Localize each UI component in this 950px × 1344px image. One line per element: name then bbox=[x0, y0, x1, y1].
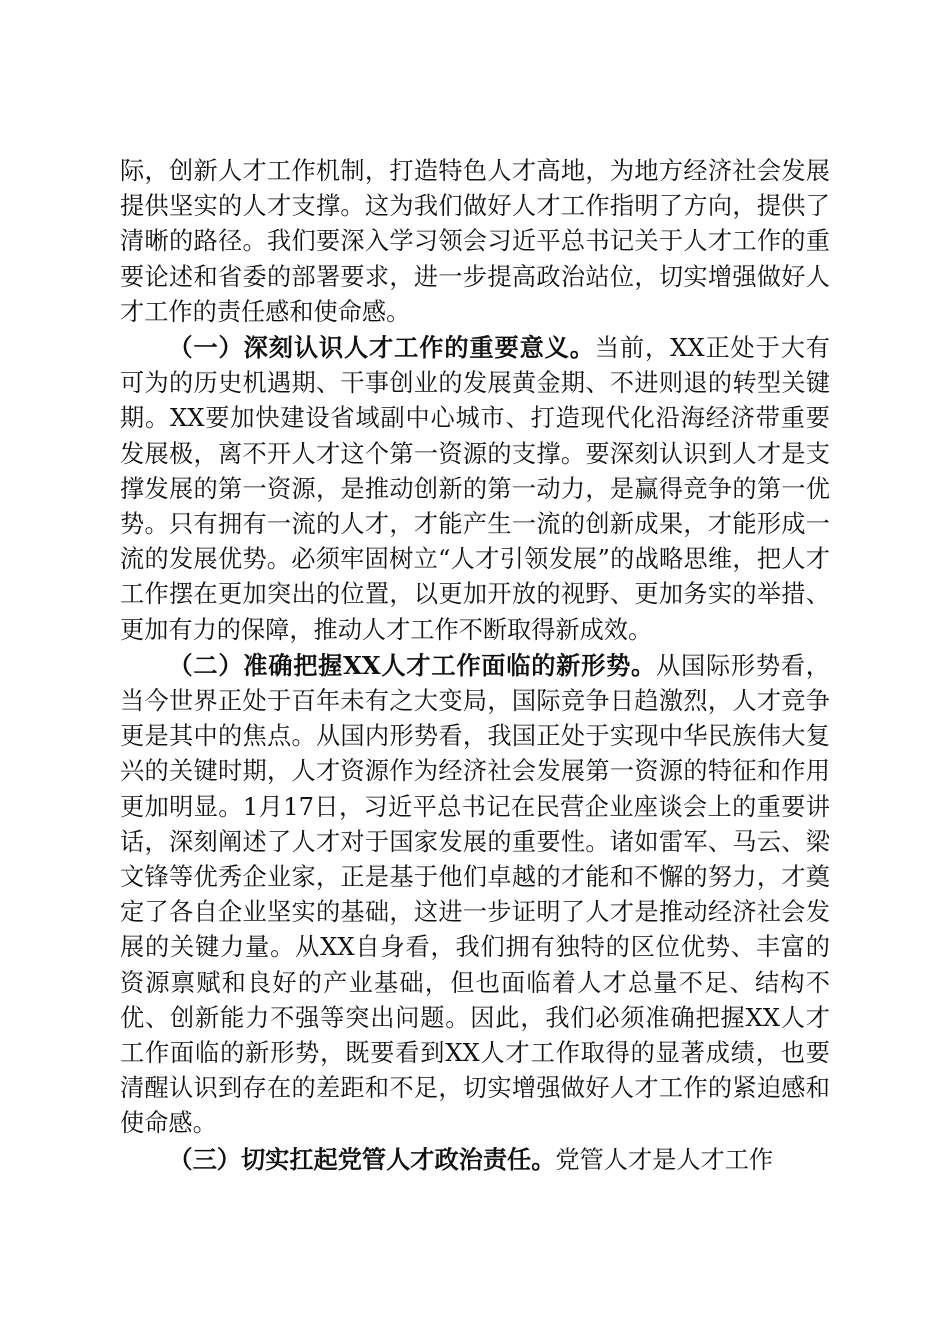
paragraph-section-3 bbox=[120, 1142, 830, 1178]
paragraph-intro bbox=[120, 154, 830, 330]
section-3-body: 党管人才是人才工作 bbox=[555, 1145, 774, 1174]
paragraph-section-1 bbox=[120, 330, 830, 648]
document-page bbox=[120, 154, 830, 1178]
section-2-body: 从国际形势看，当今世界正处于百年未有之大变局，国际竞争日趋激烈，人才竞争更是其中的焦点。从国内形势看，我国正处于实现中华民族伟大复兴的关键时期，人才资源作为经济社会发展第一资源的特征和作用更加明显。1月17日，习近平总书记在民营企业座谈会上的重要讲话，深刻阐述了人才对于国家发展的重要性。诸如雷军、马云、梁文锋等优秀企业家，正是基于他们卓越的才能和不懈的努力，才奠定了各自企业坚实的基础，这进一步证明了人才是推动经济社会发展的关键力量。从XX自身看，我们拥有独特的区位优势、丰富的资源禀赋和良好的产业基础，但也面临着人才总量不足、结构不优、创新能力不强等突出问题。因此，我们必须准确把握XX人才工作面临的新形势，既要看到XX人才工作取得的显著成绩，也要清醒认识到存在的差距和不足，切实增强做好人才工作的紧迫感和使命感。 bbox=[120, 651, 830, 1138]
section-2-heading: （二）准确把握XX人才工作面临的新形势。 bbox=[168, 650, 657, 680]
paragraph-section-2 bbox=[120, 648, 830, 1142]
section-1-body: 当前，XX正处于大有可为的历史机遇期、干事创业的发展黄金期、不进则退的转型关键期。XX要加快建设省域副中心城市、打造现代化沿海经济带重要发展极，离不开人才这个第一资源的支撑。要深刻认识到人才是支撑发展的第一资源，是推动创新的第一动力，是赢得竞争的第一优势。只有拥有一流的人才，才能产生一流的创新成果，才能形成一流的发展优势。必须牢固树立“人才引领发展”的战略思维，把人才工作摆在更加突出的位置，以更加开放的视野、更加务实的举措、更加有力的保障，推动人才工作不断取得新成效。 bbox=[120, 334, 830, 644]
section-1-heading: （一）深刻认识人才工作的重要意义。 bbox=[168, 333, 595, 363]
section-3-heading: （三）切实扛起党管人才政治责任。 bbox=[168, 1144, 556, 1174]
paragraph-intro-body: 际，创新人才工作机制，打造特色人才高地，为地方经济社会发展提供坚实的人才支撑。这为我们做好人才工作指明了方向，提供了清晰的路径。我们要深入学习领会习近平总书记关于人才工作的重要论述和省委的部署要求，进一步提高政治站位，切实增强做好人才工作的责任感和使命感。 bbox=[120, 157, 830, 326]
